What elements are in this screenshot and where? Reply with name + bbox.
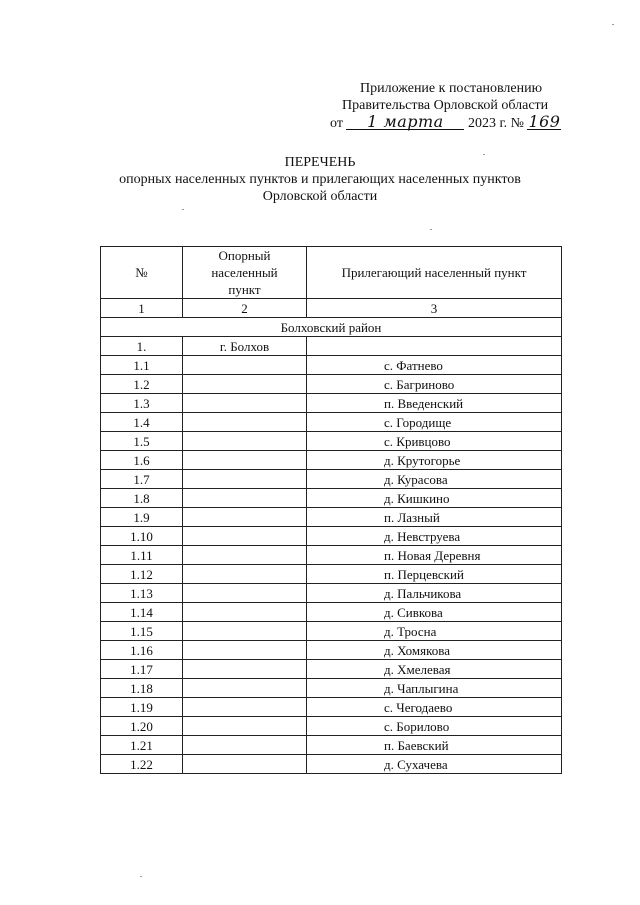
doc-region-title: Орловской области: [262, 189, 378, 204]
column-number-2: 2: [183, 299, 307, 318]
adjacent-point-name: д. Хомякова: [307, 641, 562, 660]
support-point-name: [183, 489, 307, 508]
table-row: [101, 527, 562, 546]
row-number: 1.1: [101, 356, 183, 375]
support-point-name: [183, 584, 307, 603]
table-row: [101, 337, 562, 356]
column-number-1: 1: [101, 299, 183, 318]
adjacent-point-name: с. Кривцово: [307, 432, 562, 451]
appendix-line-1: Приложение к постановлению: [360, 81, 543, 96]
table-row: [101, 356, 562, 375]
from-label: от: [330, 116, 343, 131]
adjacent-point-name: д. Пальчикова: [307, 584, 562, 603]
row-number: 1.15: [101, 622, 183, 641]
table-row: [101, 394, 562, 413]
scan-speck: [182, 209, 184, 210]
settlements-table: [100, 246, 562, 774]
adjacent-point-name: с. Чегодаево: [307, 698, 562, 717]
adjacent-point-name: д. Чаплыгина: [307, 679, 562, 698]
adjacent-point-name: п. Введенский: [307, 394, 562, 413]
row-number: 1.2: [101, 375, 183, 394]
table-row: [101, 375, 562, 394]
support-point-name: [183, 432, 307, 451]
header-adjacent-point: Прилегающий населенный пункт: [307, 247, 562, 299]
appendix-line-3: [330, 114, 561, 132]
adjacent-point-name: д. Кишкино: [307, 489, 562, 508]
row-number: 1.11: [101, 546, 183, 565]
row-number: 1.6: [101, 451, 183, 470]
table-row: [101, 565, 562, 584]
number-symbol: №: [510, 116, 524, 131]
adjacent-point-name: д. Сухачева: [307, 755, 562, 774]
table-row: [101, 755, 562, 774]
table-row: [101, 413, 562, 432]
row-number: 1.13: [101, 584, 183, 603]
adjacent-point-name: п. Новая Деревня: [307, 546, 562, 565]
adjacent-point-name: д. Хмелевая: [307, 660, 562, 679]
table-header-row: [101, 247, 562, 299]
table-row: [101, 641, 562, 660]
adjacent-point-name: д. Невструева: [307, 527, 562, 546]
region-name: Болховский район: [101, 318, 562, 337]
year-label: 2023 г.: [467, 116, 508, 131]
adjacent-point-name: п. Перцевский: [307, 565, 562, 584]
doc-subtitle: опорных населенных пунктов и прилегающих населенных пунктов: [119, 172, 521, 187]
support-point-name: [183, 356, 307, 375]
adjacent-point-name: д. Курасова: [307, 470, 562, 489]
column-number-row: [101, 299, 562, 318]
adjacent-point-name: п. Баевский: [307, 736, 562, 755]
support-point-name: г. Болхов: [183, 337, 307, 356]
scan-speck: [612, 24, 614, 25]
scan-speck: [430, 229, 432, 230]
handwritten-date: 1 марта: [346, 114, 464, 130]
adjacent-point-name: с. Городище: [307, 413, 562, 432]
support-point-name: [183, 413, 307, 432]
handwritten-number: 169: [528, 112, 561, 131]
support-point-name: [183, 622, 307, 641]
support-point-name: [183, 565, 307, 584]
adjacent-point-name: д. Сивкова: [307, 603, 562, 622]
scan-speck: [140, 876, 142, 877]
table-row: [101, 736, 562, 755]
row-number: 1.17: [101, 660, 183, 679]
table-row: [101, 546, 562, 565]
adjacent-point-name: [307, 337, 562, 356]
table-row: [101, 660, 562, 679]
row-number: 1.12: [101, 565, 183, 584]
scan-speck: [483, 154, 485, 155]
support-point-name: [183, 508, 307, 527]
support-point-name: [183, 394, 307, 413]
row-number: 1.22: [101, 755, 183, 774]
support-point-name: [183, 546, 307, 565]
header-number: №: [101, 247, 183, 299]
support-point-name: [183, 679, 307, 698]
table-row: [101, 679, 562, 698]
row-number: 1.19: [101, 698, 183, 717]
row-number: 1.18: [101, 679, 183, 698]
table-row: [101, 508, 562, 527]
row-number: 1.7: [101, 470, 183, 489]
row-number: 1.9: [101, 508, 183, 527]
table-row: [101, 584, 562, 603]
support-point-name: [183, 736, 307, 755]
row-number: 1.16: [101, 641, 183, 660]
table-row: [101, 489, 562, 508]
region-row: [101, 318, 562, 337]
support-point-name: [183, 527, 307, 546]
row-number: 1.14: [101, 603, 183, 622]
row-number: 1.3: [101, 394, 183, 413]
row-number: 1.10: [101, 527, 183, 546]
support-point-name: [183, 660, 307, 679]
support-point-name: [183, 603, 307, 622]
support-point-name: [183, 470, 307, 489]
table-row: [101, 698, 562, 717]
row-number: 1.4: [101, 413, 183, 432]
table-row: [101, 622, 562, 641]
table-row: [101, 603, 562, 622]
adjacent-point-name: д. Крутогорье: [307, 451, 562, 470]
row-number: 1.8: [101, 489, 183, 508]
table-row: [101, 432, 562, 451]
support-point-name: [183, 755, 307, 774]
row-number: 1.5: [101, 432, 183, 451]
appendix-line-2: Правительства Орловской области: [342, 98, 549, 113]
doc-title: ПЕРЕЧЕНЬ: [284, 155, 356, 170]
support-point-name: [183, 698, 307, 717]
row-number: 1.: [101, 337, 183, 356]
support-point-name: [183, 717, 307, 736]
adjacent-point-name: д. Тросна: [307, 622, 562, 641]
table-row: [101, 470, 562, 489]
row-number: 1.21: [101, 736, 183, 755]
table-row: [101, 451, 562, 470]
row-number: 1.20: [101, 717, 183, 736]
table-row: [101, 717, 562, 736]
column-number-3: 3: [307, 299, 562, 318]
adjacent-point-name: с. Багриново: [307, 375, 562, 394]
adjacent-point-name: с. Борилово: [307, 717, 562, 736]
support-point-name: [183, 641, 307, 660]
support-point-name: [183, 375, 307, 394]
support-point-name: [183, 451, 307, 470]
adjacent-point-name: п. Лазный: [307, 508, 562, 527]
header-support-point: Опорный населенный пункт: [183, 247, 307, 299]
adjacent-point-name: с. Фатнево: [307, 356, 562, 375]
